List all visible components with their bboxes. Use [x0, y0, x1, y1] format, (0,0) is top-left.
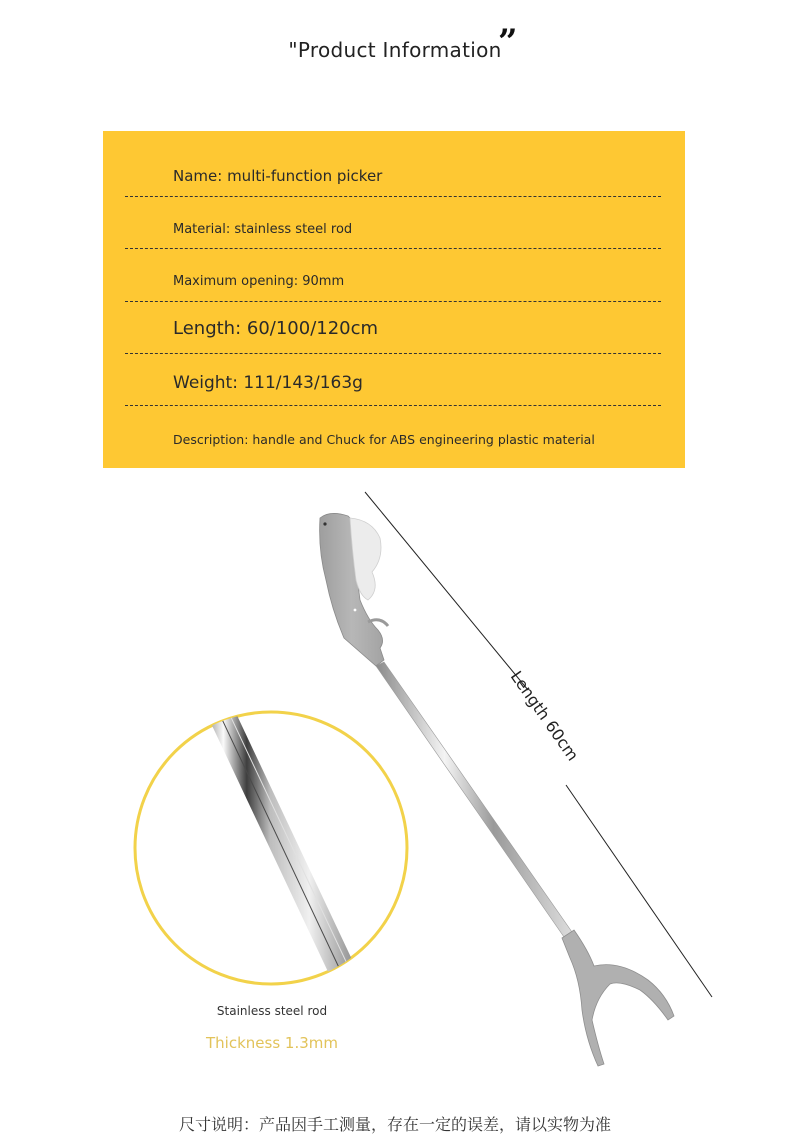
info-row-length — [125, 299, 661, 351]
divider — [125, 405, 661, 406]
size-disclaimer: 尺寸说明：产品因手工测量，存在一定的误差，请以实物为准 — [178, 1115, 611, 1134]
info-row-material — [125, 197, 661, 249]
info-row-weight — [125, 353, 661, 405]
info-row-opening — [125, 249, 661, 301]
info-length-text: Length: 60/100/120cm — [173, 318, 379, 339]
product-illustration — [0, 480, 790, 1080]
closing-quote-mark: ” — [498, 22, 518, 62]
info-weight-text: Weight: 111/143/163g — [173, 373, 363, 393]
dimension-line-upper — [365, 492, 528, 690]
thickness-caption: Thickness 1.3mm — [206, 1034, 338, 1052]
info-row-name — [125, 145, 661, 197]
product-info-box — [103, 131, 685, 468]
picker-jaw — [562, 930, 674, 1066]
picker-handle — [320, 513, 388, 666]
info-description-text: Description: handle and Chuck for ABS engineering plastic material — [173, 432, 595, 447]
length-label: Length 60cm — [506, 667, 583, 765]
info-material-text: Material: stainless steel rod — [173, 222, 353, 237]
info-row-description — [125, 407, 661, 459]
info-opening-text: Maximum opening: 90mm — [173, 274, 345, 289]
page-title: "Product Information — [288, 38, 502, 62]
rod-zoom-circle — [135, 692, 407, 984]
rod-caption: Stainless steel rod — [216, 1004, 328, 1018]
info-name-text: Name: multi-function picker — [173, 167, 383, 185]
